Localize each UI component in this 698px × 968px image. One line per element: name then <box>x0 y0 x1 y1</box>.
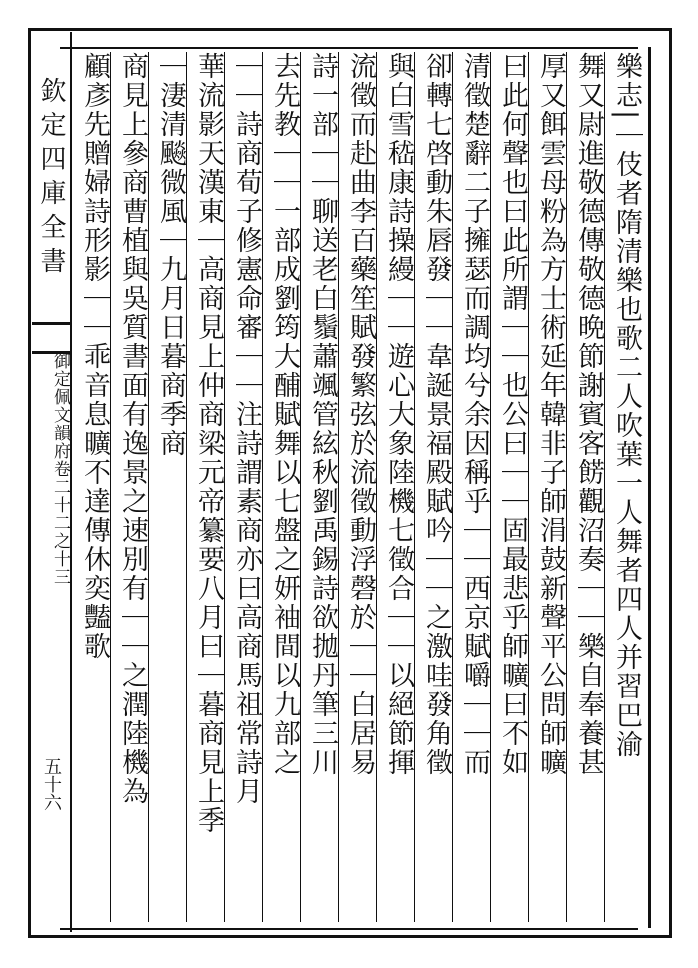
text-column-10: 去先教｜｜一部成劉筠大酺賦舞以七盤之妍袖間以九部之 <box>262 52 306 922</box>
page-number: 五十六 <box>41 757 62 811</box>
text-column-6: 卻轉七啓動朱唇發｜｜韋誕景福殿賦吟｜｜之激哇發角徵 <box>414 52 458 922</box>
text-column-8: 流徵而赴曲李百藥笙賦發繁弦於流徵動浮磬於｜｜白居易 <box>338 52 382 922</box>
right-rule <box>648 47 651 928</box>
top-rule <box>60 47 638 49</box>
text-column-14: 商見上參商曹植與吳質書面有逸景之速別有｜｜之潤陸機為 <box>110 52 154 922</box>
text-column-3: 厚又餌雲母粉為方士術延年韓非子師涓鼓新聲平公問師曠 <box>528 52 572 922</box>
bottom-rule <box>60 928 638 930</box>
text-column-13: ｜淒清飈微風｜九月日暮商季商 <box>148 52 192 922</box>
text-column-4: 曰此何聲也曰此所謂｜｜也公曰｜｜固最悲乎師曠曰不如 <box>490 52 534 922</box>
page-margin <box>32 32 72 932</box>
text-column-11: ｜｜詩商荀子修憲命審｜｜注詩謂素商亦曰高商馬祖常詩月 <box>224 52 268 922</box>
text-column-7: 與白雪嵇康詩操縵｜｜遊心大象陸機七徵合｜｜以絕節揮 <box>376 52 420 922</box>
text-column-15: 顧彥先贈婦詩形影｜｜乖音息曠不達傳休奕豔歌 <box>79 52 110 661</box>
book-title: 欽定四庫全書 <box>36 77 66 281</box>
text-column-1: 樂志|｜伎者隋清樂也歌二人吹葉一人舞者四人并習巴渝 <box>604 52 648 922</box>
text-column-2: 舞又尉進敬德傳敬德晩節謝賓客餝觀沼奏｜｜樂自奉養甚 <box>566 52 610 922</box>
volume-title: 御定佩文韻府卷二十二之十三 <box>50 352 70 586</box>
text-column-9: 詩一部｜｜聊送老白鬚蕭颯管絃秋劉禹錫詩欲拋丹筆三川 <box>300 52 344 922</box>
text-column-5: 清徵楚辭二子擁瑟而調均兮余因稱乎｜｜西京賦嚼｜｜而 <box>452 52 496 922</box>
text-column-12: 華流影天漢東｜高商見上仲商梁元帝纂要八月曰｜暮商見上季 <box>186 52 230 922</box>
fish-tail-mark <box>32 322 70 354</box>
